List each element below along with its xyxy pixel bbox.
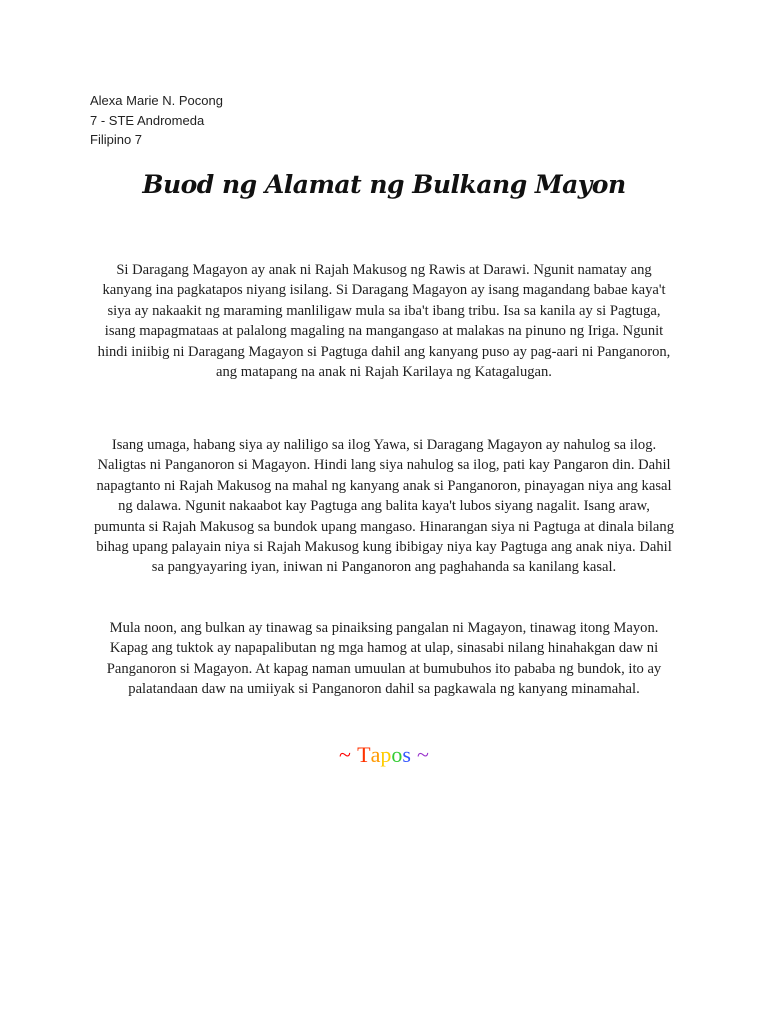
ending-glyph: ~: [339, 742, 351, 767]
author-section: 7 - STE Andromeda: [90, 112, 205, 128]
ending-glyph: a: [370, 742, 381, 767]
paragraph-3: Mula noon, ang bulkan ay tinawag sa pinaiksing pangalan ni Magayon, tinawag itong Mayon. Kapag ang tuktok ay napapalibutan ng mga hamog at ulap, sinasabi nilang hinahakgan daw ni Panganoron si Magayon. At kapag naman umuulan at bumubuhos ito pababa ng bundok, ito ay palatandaan daw na umiiyak si Panganoron dahil sa pagkawala ng kanyang minamahal.: [106, 620, 662, 698]
ending-glyph: T: [357, 742, 371, 767]
author-name: Alexa Marie N. Pocong: [90, 93, 223, 108]
author-subject: Filipino 7: [90, 132, 143, 147]
paragraph-1: Si Daragang Magayon ay anak ni Rajah Makusog ng Rawis at Darawi. Ngunit namatay ang kanyang ina pagkatapos niyang isilang. Si Daragang Magayon ay isang magandang babae kaya't siya ay nakaakit ng maraming manliligaw mula sa iba't ibang tribu. Isa sa kanila ay si Pagtuga, isang mapagmataas at palalong magaling na mangangaso at malakas na pinuno ng Iriga. Ngunit hindi iniibig ni Daragang Magayon si Pagtuga dahil ang kanyang puso ay pag-aari ni Panganoron, ang matapang na anak ni Rajah Karilaya ng Katagalugan.: [97, 262, 671, 381]
ending-text: [0, 742, 768, 768]
ending-glyph: o: [391, 742, 403, 767]
ending-glyph: ~: [417, 742, 429, 767]
document-title: Buod ng Alamat ng Bulkang Mayon: [142, 170, 626, 199]
author-block: [90, 91, 223, 150]
ending-glyph: p: [380, 742, 392, 767]
paragraph-2: Isang umaga, habang siya ay naliligo sa ilog Yawa, si Daragang Magayon ay nahulog sa ilog. Naligtas ni Panganoron si Magayon. Hindi lang siya nahulog sa ilog, pati kay Pangaron din. Dahil napagtanto ni Rajah Makusog na mahal ng kanyang anak si Panganoron, pinayagan niya ang kasal ng dalawa. Ngunit nakaabot kay Pagtuga ang balita kaya't lubos siyang nagalit. Isang araw, pumunta si Rajah Makusog sa bundok upang mangaso. Hinarangan siya ni Pagtuga at dinala bilang bihag upang palayain niya si Rajah Makusog kung ibibigay niya kay Pagtuga ang anak niya. Dahil sa pangyayaring iyan, iniwan ni Panganoron ang paghahanda sa kanilang kasal.: [94, 437, 674, 576]
ending-glyph: s: [402, 742, 411, 767]
